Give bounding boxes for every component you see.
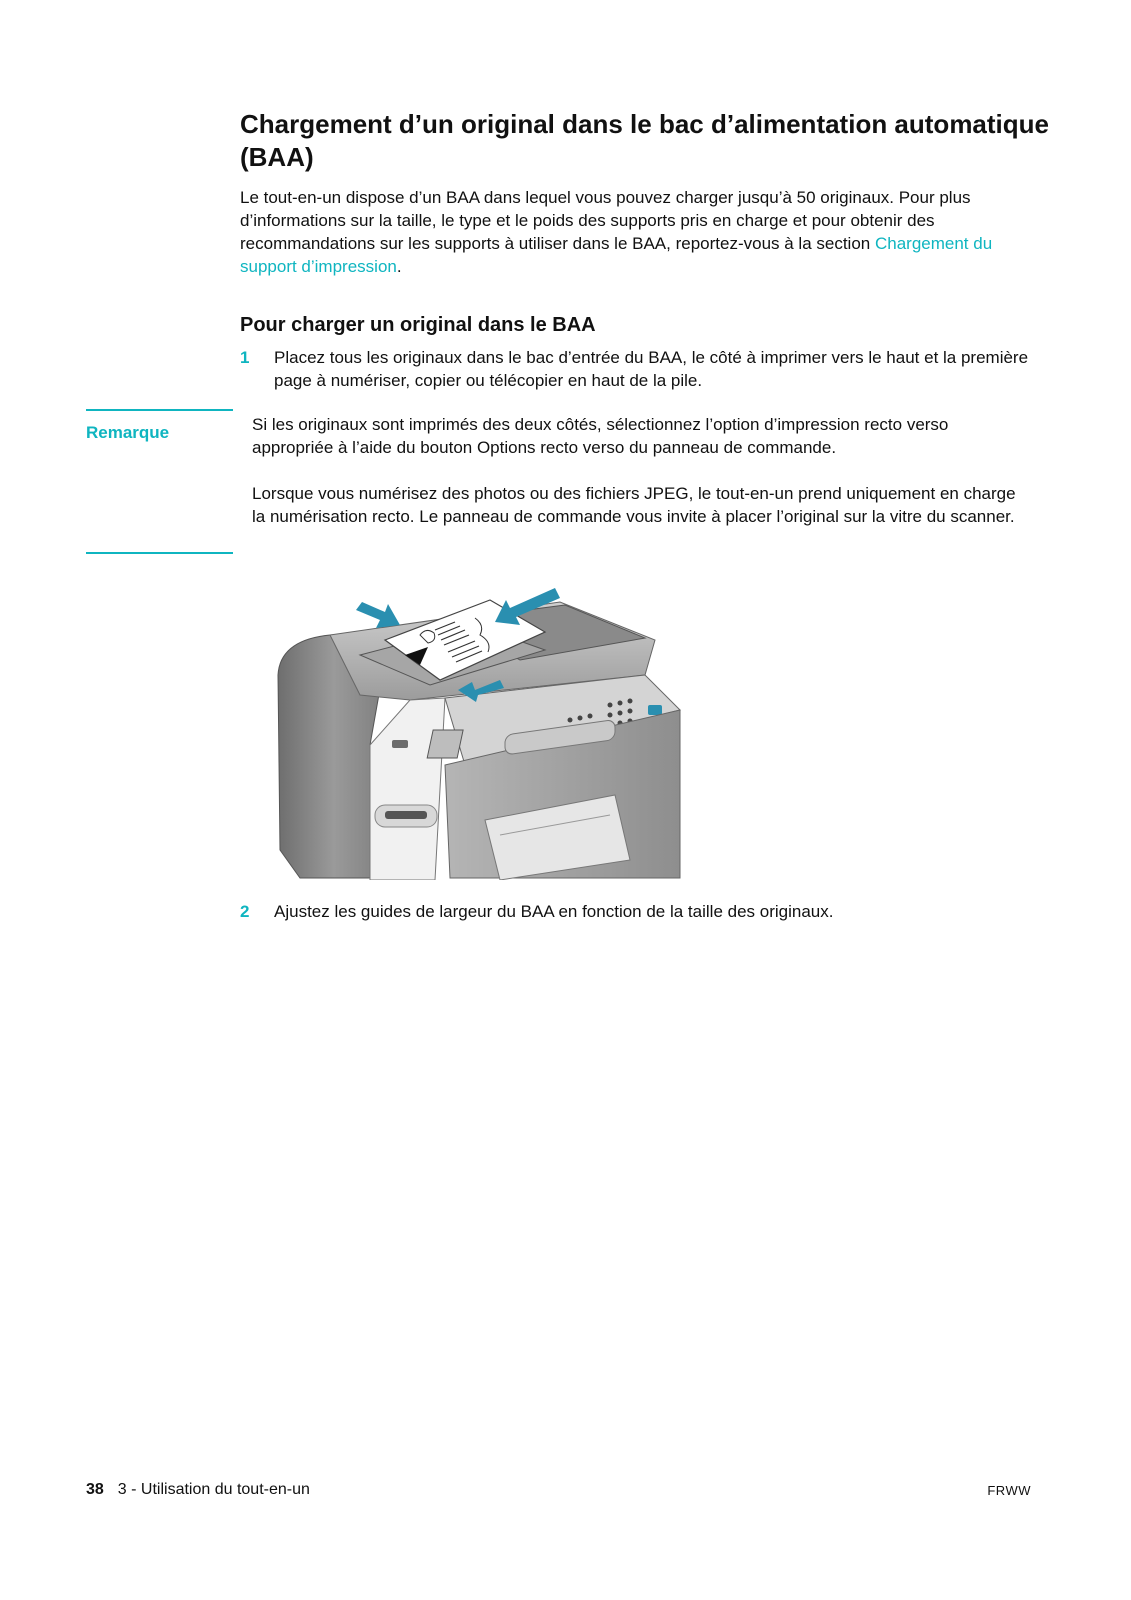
step-1-text: Placez tous les originaux dans le bac d’entrée du BAA, le côté à imprimer vers le haut et la première page à numériser, copier ou télécopier en haut de la pile. [274, 348, 1029, 390]
link-chargement-support[interactable]: Chargement du support d’impression [240, 234, 993, 276]
page-number: 38 [86, 1481, 104, 1498]
note-paragraph-2: Lorsque vous numérisez des photos ou des fichiers JPEG, le tout-en-un prend uniquement en charge la numérisation recto. Le panneau de commande vous invite à placer l’original sur la vitre du scanner. [252, 484, 1016, 526]
footer-left [86, 1480, 310, 1500]
note-top-rule [86, 409, 233, 411]
note-label: Remarque [86, 423, 170, 442]
start-button-icon [648, 705, 662, 715]
insert-arrow-left-icon [356, 602, 400, 628]
note-bottom-rule [86, 552, 233, 554]
section-heading: Pour charger un original dans le BAA [240, 314, 596, 336]
printer-adf-illustration [270, 580, 690, 880]
page-title: Chargement d’un original dans le bac d’alimentation automatique (BAA) [240, 109, 1049, 172]
step-1-number: 1 [240, 348, 250, 367]
footer-code: FRWW [987, 1483, 1031, 1498]
intro-end: . [396, 257, 402, 276]
intro-text: Le tout-en-un dispose d’un BAA dans lequel vous pouvez charger jusqu’à 50 originaux. Pour plus d’informations sur la taille, le type et le poids des supports pris en charge et pour obtenir des recommandations sur les supports à utiliser dans le BAA, reportez-vous à la section [240, 188, 971, 253]
control-panel-screen [427, 730, 463, 758]
hp-logo-icon [392, 740, 408, 748]
intro-paragraph [240, 186, 1030, 278]
printer-front-panel [370, 698, 445, 880]
step-2-text: Ajustez les guides de largeur du BAA en fonction de la taille des originaux. [274, 902, 834, 921]
chapter-title: 3 - Utilisation du tout-en-un [117, 1481, 310, 1498]
step-2-number: 2 [240, 902, 250, 921]
note-paragraph-1: Si les originaux sont imprimés des deux côtés, sélectionnez l’option d’impression recto verso appropriée à l’aide du bouton Options recto verso du panneau de commande. [252, 415, 949, 457]
